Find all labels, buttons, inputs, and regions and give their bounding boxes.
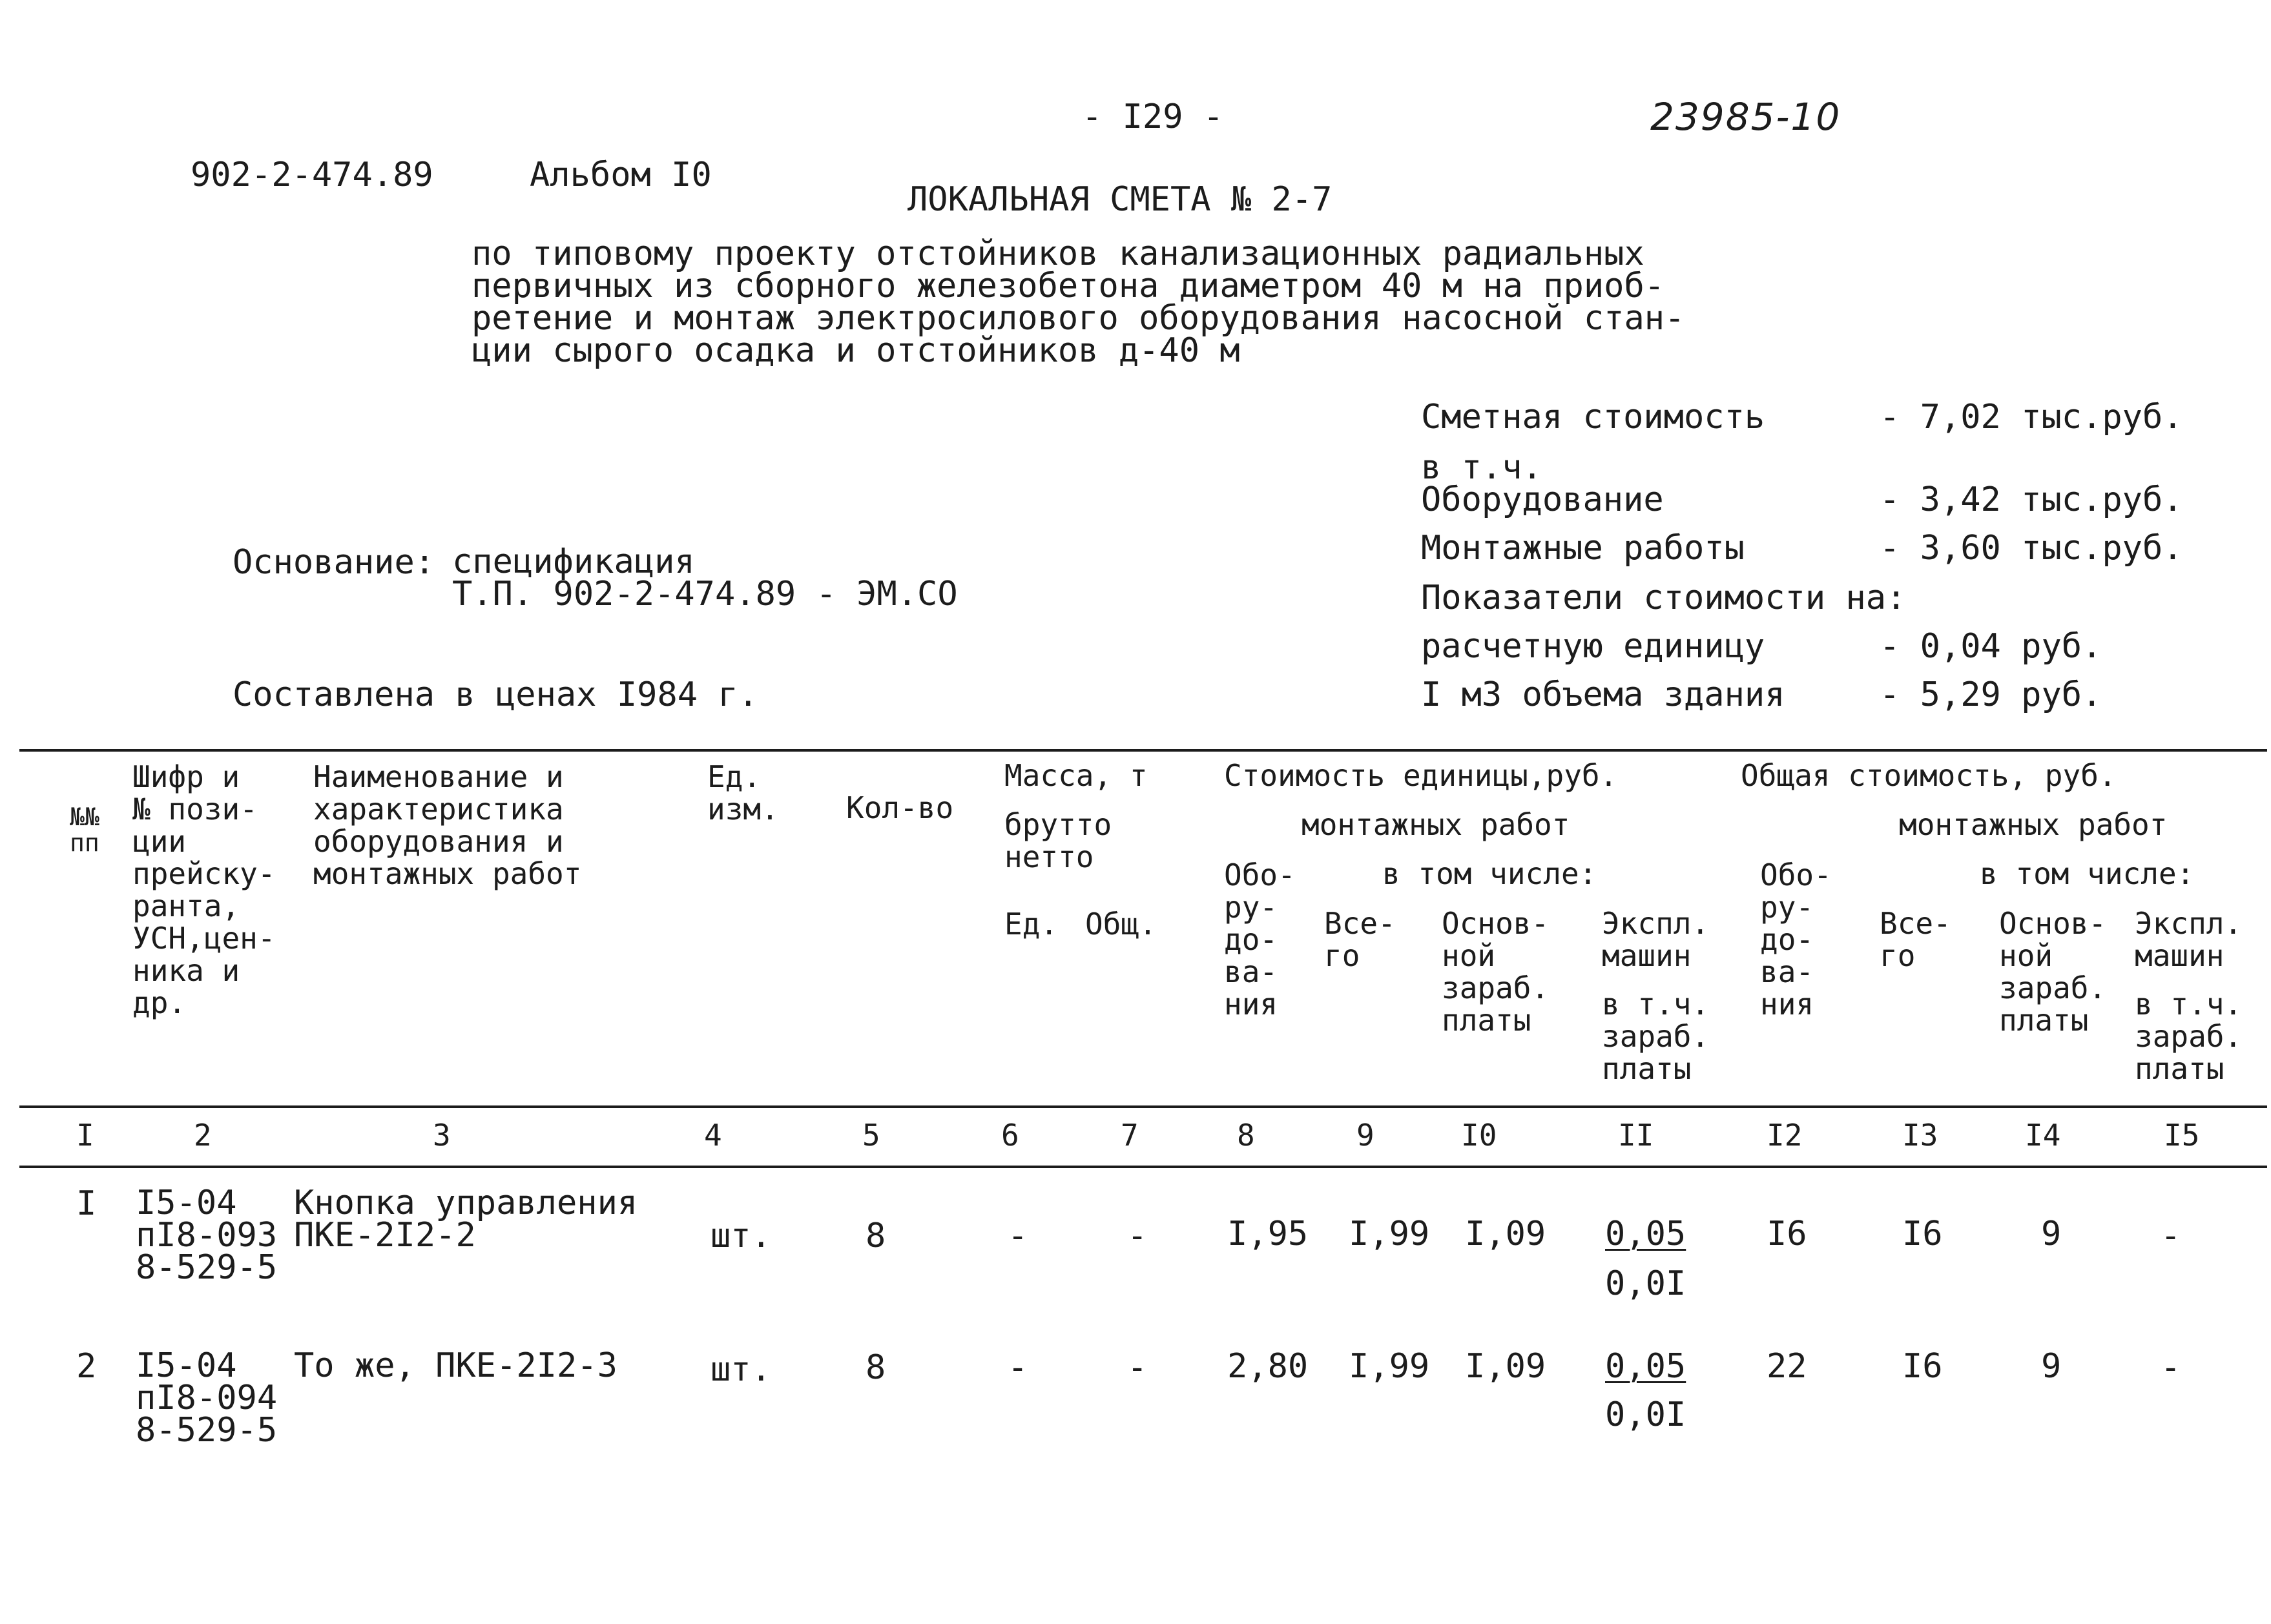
col-header-code: Шифр и № пози- ции прейску- ранта, УСН,цен- ника и др. — [132, 759, 276, 1020]
col-header-unit-including: в том числе: — [1382, 856, 1597, 891]
row-total-basic-wage: 9 — [2041, 1215, 2062, 1253]
estimated-cost-label: Сметная стоимость — [1421, 398, 1765, 437]
column-number: II — [1618, 1118, 1654, 1153]
col-header-unit-machines-wage: в т.ч. зараб. платы — [1602, 987, 1710, 1086]
volume-indicator-value: - 5,29 руб. — [1880, 675, 2102, 714]
column-number: 2 — [194, 1118, 212, 1153]
row-mass-total: - — [1127, 1348, 1148, 1387]
column-number: 5 — [862, 1118, 880, 1153]
row-total-install: I6 — [1902, 1347, 1943, 1386]
column-number: 3 — [433, 1118, 451, 1153]
estimate-description: по типовому проекту отстойников канализационных радиальных первичных из сборного железобетона диаметром 40 м на приоб- ретение и монтаж электросилового оборудования насосной стан- ции сырого осадка и отстойников д-40 м — [472, 234, 1685, 370]
col-header-total-equipment: Обо- ру- до- ва- ния — [1760, 858, 1832, 1022]
col-header-unit-equipment: Обо- ру- до- ва- ния — [1224, 858, 1296, 1022]
unit-indicator-value: - 0,04 руб. — [1880, 627, 2102, 666]
basis-value: спецификация Т.П. 902-2-474.89 - ЭМ.СО — [452, 542, 958, 613]
row-unit-machines-wage: 0,0I — [1605, 1264, 1686, 1303]
prices-note: Составлена в ценах I984 г. — [233, 675, 758, 714]
row-number: 2 — [76, 1347, 97, 1386]
row-qty: 8 — [866, 1217, 886, 1255]
row-unit: шт. — [710, 1350, 771, 1389]
column-number: I — [76, 1118, 94, 1153]
volume-indicator-label: I м3 объема здания — [1421, 675, 1785, 714]
column-number: 4 — [704, 1118, 722, 1153]
document-number: 23985-10 — [1650, 95, 1841, 139]
row-unit-install-total: I,99 — [1349, 1347, 1430, 1386]
row-unit-machines: 0,05 — [1605, 1347, 1686, 1386]
unit-indicator-label: расчетную единицу — [1421, 627, 1765, 666]
installation-value: - 3,60 тыс.руб. — [1880, 529, 2183, 568]
album-label: Альбом I0 — [530, 156, 712, 194]
row-unit-equipment-cost: I,95 — [1227, 1215, 1309, 1253]
col-header-unit-install: монтажных работ — [1301, 807, 1570, 842]
column-number: I0 — [1461, 1118, 1497, 1153]
row-unit-equipment-cost: 2,80 — [1227, 1347, 1309, 1386]
row-qty: 8 — [866, 1348, 886, 1387]
col-header-mass: Масса, т — [1004, 758, 1148, 793]
row-total-equipment: 22 — [1767, 1347, 1807, 1386]
row-total-basic-wage: 9 — [2041, 1347, 2062, 1386]
row-code: I5-04 пI8-094 8-529-5 — [136, 1346, 278, 1450]
row-total-machines: - — [2161, 1217, 2181, 1255]
basis-label: Основание: — [233, 543, 435, 582]
col-header-total-cost: Общая стоимость, руб. — [1741, 758, 2117, 793]
col-header-mass-total: Общ. — [1085, 907, 1157, 941]
col-header-total-machines-wage: в т.ч. зараб. платы — [2135, 987, 2243, 1086]
column-number: I5 — [2164, 1118, 2200, 1153]
row-total-equipment: I6 — [1767, 1215, 1807, 1253]
column-number: I2 — [1767, 1118, 1803, 1153]
column-number: 7 — [1121, 1118, 1139, 1153]
col-header-total-basic-wage: Основ- ной зараб. платы — [1999, 906, 2107, 1038]
col-header-unit-machines: Экспл. машин — [1602, 906, 1710, 973]
row-code: I5-04 пI8-093 8-529-5 — [136, 1184, 278, 1287]
col-header-unit-basic-wage: Основ- ной зараб. платы — [1442, 906, 1550, 1038]
col-header-mass-unit: Ед. — [1004, 907, 1059, 941]
equipment-label: Оборудование — [1421, 480, 1664, 519]
column-number: I4 — [2025, 1118, 2061, 1153]
col-header-unit-all: Все- го — [1324, 906, 1396, 973]
column-number: 8 — [1237, 1118, 1255, 1153]
page-title: ЛОКАЛЬНАЯ СМЕТА № 2-7 — [907, 180, 1333, 219]
row-total-install: I6 — [1902, 1215, 1943, 1253]
project-code: 902-2-474.89 — [191, 156, 433, 194]
row-total-machines: - — [2161, 1348, 2181, 1387]
column-number: 9 — [1356, 1118, 1374, 1153]
col-header-total-machines: Экспл. машин — [2135, 906, 2243, 973]
page-number: - I29 - — [1082, 98, 1224, 136]
col-header-total-including: в том числе: — [1980, 856, 2195, 891]
row-mass-unit: - — [1008, 1217, 1028, 1255]
row-mass-unit: - — [1008, 1348, 1028, 1387]
col-header-unit-cost: Стоимость единицы,руб. — [1224, 758, 1618, 793]
col-header-qty: Кол-во — [846, 790, 954, 825]
row-name: Кнопка управления ПКЕ-2I2-2 — [294, 1184, 638, 1255]
row-unit-machines: 0,05 — [1605, 1215, 1686, 1253]
row-unit-basic-wage: I,09 — [1465, 1347, 1546, 1386]
row-number: I — [76, 1184, 97, 1223]
col-header-unit: Ед. изм. — [707, 759, 779, 827]
col-header-mass-sub: брутто нетто — [1004, 807, 1112, 874]
row-unit-machines-wage: 0,0I — [1605, 1395, 1686, 1434]
equipment-value: - 3,42 тыс.руб. — [1880, 480, 2183, 519]
column-number: I3 — [1902, 1118, 1938, 1153]
including-label: в т.ч. — [1421, 448, 1542, 487]
col-header-name: Наименование и характеристика оборудования и монтажных работ — [313, 759, 582, 891]
indicators-label: Показатели стоимости на: — [1421, 579, 1907, 617]
row-unit-basic-wage: I,09 — [1465, 1215, 1546, 1253]
col-header-total-install: монтажных работ — [1899, 807, 2168, 842]
row-name: То же, ПКЕ-2I2-3 — [294, 1346, 617, 1385]
installation-label: Монтажные работы — [1421, 529, 1745, 568]
row-unit: шт. — [710, 1217, 771, 1255]
col-header-total-all: Все- го — [1880, 906, 1951, 973]
header-bottom-rule — [19, 1105, 2267, 1108]
column-number: 6 — [1001, 1118, 1019, 1153]
col-header-num: №№ пп — [70, 803, 99, 857]
estimated-cost-value: - 7,02 тыс.руб. — [1880, 398, 2183, 437]
table-top-rule — [19, 749, 2267, 752]
row-unit-install-total: I,99 — [1349, 1215, 1430, 1253]
row-mass-total: - — [1127, 1217, 1148, 1255]
column-number-rule — [19, 1166, 2267, 1168]
